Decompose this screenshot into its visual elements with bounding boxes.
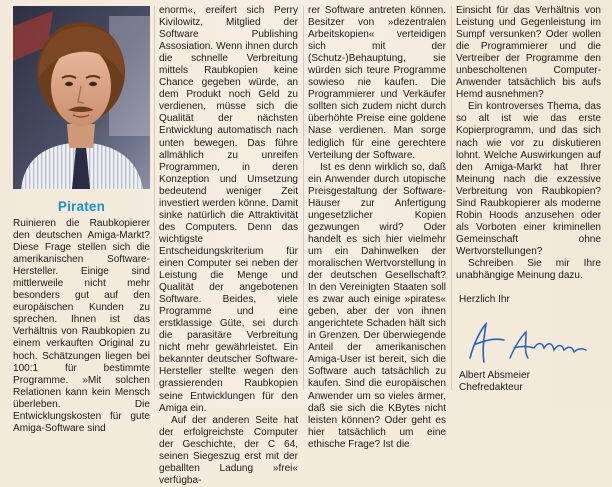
paragraph: rer Software antreten können. Besitzer von »dezentralen Arbeitskopien« verteidigen sich mit der (Schutz-)Behauptung, sie würden sich teure Programme sowieso nie kaufen. Die Programmierer und Verkäufer sollten sich zudem nicht durch überhöhte Preise eine goldene Nase verdienen. Man sorge lediglich für eine gerechtere Verteilung der Software. bbox=[308, 5, 446, 161]
column-divider bbox=[154, 6, 155, 390]
column-4 bbox=[456, 5, 601, 282]
column-divider bbox=[303, 6, 304, 390]
column-2 bbox=[159, 5, 298, 487]
paragraph: Ruinieren die Raubkopierer den deutschen Amiga-Markt? Diese Frage stellen sich die amerikanischen Software-Hersteller. Einige sind mittlerweile nicht mehr besonders gut auf den europäischen Kunden zu sprechen. Ihnen ist das Verhältnis von Raubkopien zu einem verkauften Original zu hoch. Schätzungen liegen bei 100:1 für bestimmte Programme. »Mit solchen Relationen kann kein Mensch überleben. Die Entwicklungskosten für gute Amiga-Software sind bbox=[13, 218, 150, 434]
author-name: Albert Absmeier bbox=[459, 370, 530, 381]
column-3 bbox=[308, 5, 446, 451]
column-divider bbox=[451, 6, 452, 390]
author-title: Chefredakteur bbox=[459, 382, 523, 393]
greeting: Herzlich Ihr bbox=[459, 294, 510, 305]
handwritten-signature bbox=[462, 318, 592, 366]
column-1 bbox=[13, 218, 150, 435]
paragraph: Schreiben Sie mir Ihre unabhängige Meinung dazu. bbox=[456, 257, 601, 282]
paragraph: Auf der anderen Seite hat der erfolgreichste Computer der Geschichte, der C 64, seinen Siegeszug erst mit der geballten Ladung »frei« verfügba- bbox=[159, 414, 298, 486]
author-portrait bbox=[13, 6, 150, 189]
author-photo bbox=[13, 6, 150, 189]
paragraph: Ein kontroverses Thema, das so alt ist wie das erste Kopierprogramm, und das sich nach wie vor zu diskutieren lohnt. Welche Auswirkungen auf den Amiga-Markt hat Ihrer Meinung nach die exzessive Verbreitung von Raubkopien? Sind Raubkopierer als moderne Robin Hoods anzusehen oder als Vorboten einer kriminellen Gemeinschaft ohne Wertvorstellungen? bbox=[456, 101, 601, 257]
paragraph: Einsicht für das Verhältnis von Leistung und Gegenleistung im Sumpf versunken? Oder wollen die Programmierer und die Vertreiber der Programme den unbescholtenen Computer-Anwender tatsächlich bis aufs Hemd ausnehmen? bbox=[456, 5, 601, 101]
article-heading: Piraten bbox=[57, 199, 106, 214]
paragraph: Ist es denn wirklich so, daß ein Anwender durch utopische Preisgestaltung der Software-Häuser zur Anfertigung ungesetzlicher Kopien gezwungen wird? Oder handelt es sich hier vielmehr um ein Dahinwelken der moralischen Wertvorstellung in der deutschen Gesellschaft? In den Vereinigten Staaten soll es zwar auch einige »pirates« geben, aber der von ihnen angerichtete Schaden hält sich in Grenzen. Der überwiegende Anteil der amerikanischen Amiga-User ist bereit, sich die Software auch tatsächlich zu kaufen. Sind die europäischen Anwender um so vieles ärmer, daß sie sich die KBytes nicht leisten können? Oder geht es hier tatsächlich um eine ethische Frage? Ist die bbox=[308, 161, 446, 450]
paragraph: enorm«, ereifert sich Perry Kivilowitz, Mitglied der Software Publishing Assosiation. Wenn ihnen durch die schnelle Verbreitung mittels Raubkopien keine Chance gegeben würde, an dem Produkt noch Geld zu verdienen, müsse sich die Qualität der nächsten Entwicklung automatisch nach unten bewegen. Das führe allmählich zu unreifen Programmen, in deren Konzeption und Umsetzung bedeutend weniger Zeit investiert werden könne. Damit sinke natürlich die Attraktivität des Computers. Denn das wichtigste Entscheidungskriterium für einen Computer sei neben der Leistung die Menge und Qualität der angebotenen Software. Beides, viele Programme und eine erstklassige Güte, sei durch die parasitäre Verbreitung nicht mehr gewährleistet. Ein bekannter deutscher Software-Hersteller stellte wegen den grassierenden Raubkopien seine Entwicklungen für den Amiga ein. bbox=[159, 5, 298, 414]
